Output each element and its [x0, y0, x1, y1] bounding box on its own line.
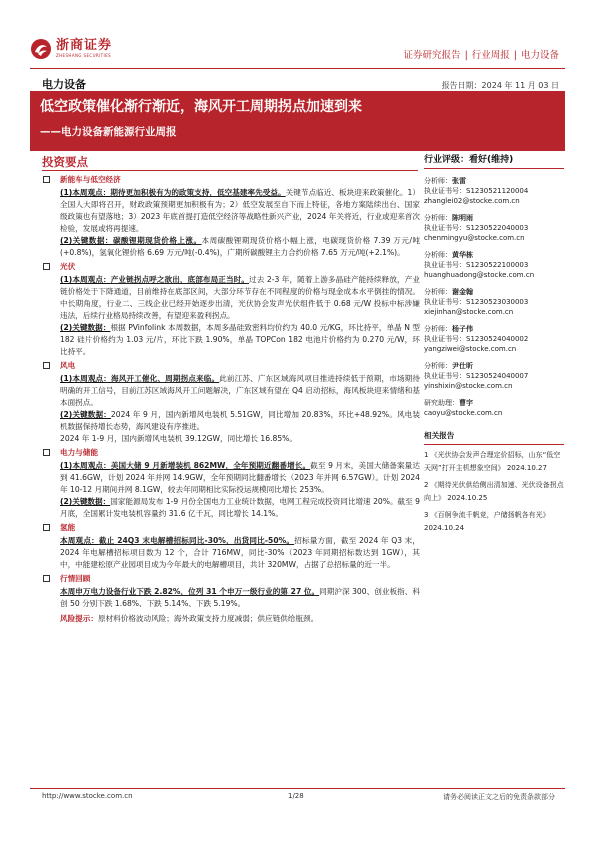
analyst-license: 执业证书号：S1230521120004 — [424, 187, 529, 195]
checkbox-bullet-icon — [43, 575, 50, 582]
analyst-card — [424, 287, 564, 317]
paragraph-text: 招标量方面，截至 2024 年 Q3 末，2024 年电解槽招标项目数为 12 个，合计 716MW，同比-30%（2023 年同期招标数达到 1GW），其中，中能建松原产业园项目成为今年最大的电解槽项目，共计 320MW，占据了总招标量的近一半。 — [60, 536, 421, 569]
paragraph-highlight: 期待更加积极有为的政策支持，低空基建率先受益。 — [110, 188, 286, 197]
footer-divider — [30, 788, 565, 789]
assistant-role: 研究助理： — [424, 399, 459, 407]
analyst-license: 执业证书号：S1230522040003 — [424, 224, 529, 232]
analyst-card — [424, 361, 564, 391]
industry-label: 电力设备 — [42, 78, 86, 91]
sector-title — [60, 172, 420, 187]
sector-paragraph — [60, 496, 420, 520]
section-divider — [42, 170, 418, 171]
analyst-name: 杨子伟 — [452, 325, 473, 333]
analyst-name: 陈明雨 — [452, 214, 473, 222]
analyst-name: 张雷 — [452, 177, 466, 185]
sector-title-text: 新能车与低空经济 — [60, 175, 121, 184]
analyst-card — [424, 324, 564, 354]
risk-label: 风险提示： — [60, 614, 98, 623]
paragraph-label: (1)本周观点： — [60, 374, 111, 383]
investment-points — [60, 172, 420, 625]
sector-title — [60, 571, 420, 586]
paragraph-text: 2024 年 1-9 月，国内新增风电装机 39.12GW，同比增长 16.85%。 — [60, 434, 297, 443]
nav-report-freq: 行业周报 — [471, 50, 510, 61]
paragraph-label: (2)关键数据： — [60, 236, 113, 245]
paragraph-label: (1)本周观点： — [60, 188, 111, 197]
analyst-license: 执业证书号：S1230524040002 — [424, 335, 529, 343]
sector-block — [60, 520, 420, 571]
report-date: 报告日期：2024 年 11 月 03 日 — [441, 81, 559, 90]
paragraph-text: 截至 9 月末，美国大储备案量达到 41.6GW，计划 2024 年并网 14.9GW，全年预期同比翻番增长（2023 年并网 6.57GW）。计划 2024 年 10-12 月期间并网 8.1GW，较去年同期相比实际投运规模同比增长 253%。 — [60, 461, 420, 494]
paragraph-highlight: 截止 24Q3 末电解槽招标同比-30%，出货同比-50%。 — [98, 536, 295, 545]
sector-title — [60, 358, 420, 373]
sector-title-text: 光伏 — [60, 262, 76, 271]
checkbox-bullet-icon — [43, 449, 50, 456]
paragraph-highlight: 产业链拐点呼之欲出，底部布局正当时。 — [110, 275, 250, 284]
nav-industry: 电力设备 — [520, 50, 559, 61]
related-reports-title: 相关报告 — [424, 430, 564, 445]
header-nav: 证券研究报告 | 行业周报 | 电力设备 — [403, 50, 559, 61]
sector-title — [60, 259, 420, 274]
checkbox-bullet-icon — [43, 263, 50, 270]
analyst-email[interactable]: yinshixin@stocke.com.cn — [424, 382, 513, 390]
checkbox-bullet-icon — [43, 176, 50, 183]
sector-title-text: 风电 — [60, 361, 76, 370]
paragraph-text: 本周碳酸锂期现货价格小幅上涨，电碳现货价格 7.39 万元/吨(+0.8%)，氢氧化锂价格 6.69 万元/吨(-0.4%)，广期所碳酸锂主力合约价格 7.65 万元/吨(+2.1%)。 — [60, 236, 420, 257]
related-reports-list — [424, 449, 564, 535]
assistant-name: 曹宇 — [459, 399, 473, 407]
assistant-email[interactable]: caoyu@stocke.com.cn — [424, 409, 503, 417]
sector-paragraph — [60, 535, 420, 571]
analyst-email[interactable]: chenmingyu@stocke.com.cn — [424, 234, 525, 242]
analyst-email[interactable]: zhanglei02@stocke.com.cn — [424, 197, 520, 205]
sector-block — [60, 571, 420, 610]
brand-name: 浙商证券 — [56, 38, 113, 53]
sector-title-text: 行情回顾 — [60, 574, 91, 583]
analyst-role: 分析师： — [424, 177, 452, 185]
analyst-license: 执业证书号：S1230523030003 — [424, 298, 529, 306]
sector-paragraph — [60, 433, 420, 445]
paragraph-label: (2)关键数据： — [60, 497, 111, 506]
analyst-email[interactable]: yangziwei@stocke.com.cn — [424, 345, 517, 353]
sector-title — [60, 520, 420, 535]
analyst-name: 谢金翰 — [452, 288, 473, 296]
sector-paragraph — [60, 274, 420, 322]
report-title: 低空政策催化渐行渐近，海风开工周期拐点加速到来 — [40, 99, 362, 115]
analyst-role: 分析师： — [424, 288, 452, 296]
paragraph-label: 本周观点： — [60, 536, 99, 545]
sector-block — [60, 172, 420, 259]
paragraph-highlight: 海风开工催化、周期拐点来临。 — [111, 374, 220, 383]
analyst-role: 分析师： — [424, 362, 452, 370]
analyst-card — [424, 213, 564, 243]
sector-title-text: 电力与储能 — [60, 448, 98, 457]
analyst-name: 尹仕昕 — [452, 362, 473, 370]
paragraph-label: (2)关键数据： — [60, 410, 111, 419]
paragraph-text: 根据 PVinfolink 本周数据，本周多晶硅致密料均价约为 40.0 元/KG，环比持平，单晶 N 型 182 硅片价格约为 1.03 元/片，环比下跌 1.90%，单晶 TOPCon 182 电池片价格约为 0.270 元/W，环比持平。 — [60, 323, 420, 356]
title-banner — [30, 91, 565, 151]
research-assistant — [424, 398, 564, 418]
analyst-card — [424, 176, 564, 206]
sector-block — [60, 259, 420, 358]
paragraph-text: 同期沪深 300、创业板指、科创 50 分别下跌 1.68%、下跌 5.14%、下跌 5.19%。 — [60, 587, 420, 608]
paragraph-text: 过去 2-3 年，随着上游多晶硅产能持续释放，产业链价格处于下降通道，目前维持在底部区间，大部分环节存在不同程度的价格与现金成本水平倒挂的情况。中长期角度，行业二、三线企业已经开始逐步出清，光伏协会发声光伏组件低于 0.68 元/W 投标中标涉嫌违法，后续行业格局持续改善，有望迎来盈利拐点。 — [60, 275, 421, 320]
sector-paragraph — [60, 409, 420, 433]
paragraph-text: 此前江苏、广东区域海风项目推进持续低于预期，市场期待明确的开工信号，目前江苏区域海风开工问题解决，广东区域有望在 Q4 启动招标，海风板块迎来情绪和基本面拐点。 — [60, 374, 420, 407]
section-heading: 投资要点 — [42, 155, 88, 169]
paragraph-text: 2024 年 9 月，国内新增风电装机 5.51GW，同比增加 20.83%，环比+48.92%。风电装机数据保持增长态势，海风建设有序推进。 — [60, 410, 420, 431]
checkbox-bullet-icon — [43, 524, 50, 531]
brand-mark-icon — [30, 38, 52, 60]
footer-url[interactable]: http://www.stocke.com.cn — [42, 792, 133, 800]
footer-disclaimer: 请务必阅读正文之后的免责条款部分 — [443, 793, 555, 801]
report-subtitle: ——电力设备新能源行业周报 — [40, 126, 177, 138]
related-report-link[interactable]: 1 《光伏协会发声合理定价招标，山东“低空天网”打开主机想象空间》 2024.10.27 — [424, 451, 561, 472]
sector-paragraph — [60, 187, 420, 235]
sector-title — [60, 445, 420, 460]
related-report-link[interactable]: 3 《百舸争流千帆竞，户储扬帆各有光》 2024.10.24 — [424, 511, 550, 532]
sidebar — [424, 152, 564, 535]
related-report-link[interactable]: 2 《期待光伏供给侧出清加速、光伏设备拐点向上》 2024.10.25 — [424, 481, 564, 502]
paragraph-highlight: 碳酸锂期现货价格上涨。 — [112, 236, 202, 245]
sector-title-text: 氢能 — [60, 523, 76, 532]
paragraph-label: (1)本周观点： — [60, 461, 111, 470]
analyst-email[interactable]: xiejinhan@stocke.com.cn — [424, 308, 514, 316]
checkbox-bullet-icon — [43, 362, 50, 369]
sector-paragraph — [60, 322, 420, 358]
sector-paragraph — [60, 373, 420, 409]
header-divider — [30, 68, 565, 69]
sector-block — [60, 445, 420, 520]
risk-warning — [60, 613, 420, 625]
sector-paragraph — [60, 235, 420, 259]
paragraph-label: (1)本周观点： — [60, 275, 111, 284]
sector-paragraph — [60, 460, 420, 496]
page-number: 1/28 — [288, 792, 304, 800]
brand-name-en: ZHESHANG SECURITIES — [56, 53, 111, 58]
risk-text: 原材料价格波动风险；海外政策支持力度减弱；供应链供给瓶颈。 — [97, 614, 319, 623]
logo — [30, 38, 112, 60]
paragraph-highlight: 美国大储 9 月新增装机 862MW，全年预期近翻番增长。 — [110, 461, 311, 470]
paragraph-highlight: 本周申万电力设备行业下跌 2.82%，位列 31 个申万一级行业的第 27 位。 — [60, 587, 320, 596]
analyst-list — [424, 176, 564, 391]
analyst-card — [424, 250, 564, 280]
paragraph-label: (2)关键数据： — [60, 323, 111, 332]
analyst-role: 分析师： — [424, 325, 452, 333]
industry-rating: 行业评级：看好(维持) — [424, 152, 564, 169]
analyst-license: 执业证书号：S1230524040007 — [424, 372, 529, 380]
analyst-license: 执业证书号：S1230522100003 — [424, 261, 529, 269]
sector-block — [60, 358, 420, 445]
paragraph-text: 关键节点临近、板块迎来政策催化。1）全国人大即将召开，财政政策预期更加积极有为；2）低空发展至自下而上特征，各地方案陆续出台、国家级政策也有望落地；3）2023 年底首提打造低空经济等战略性新兴产业，2024 年关将近，行业或迎来首次检验，发展或将再提速。 — [60, 188, 420, 233]
analyst-role: 分析师： — [424, 214, 452, 222]
analyst-role: 分析师： — [424, 251, 452, 259]
paragraph-text: 国家能源局发布 1-9 月份全国电力工业统计数据，电网工程完成投资同比增速 20%。截至 9 月底，全国累计发电装机容量约 31.6 亿千瓦，同比增长 14.1%。 — [60, 497, 420, 518]
sector-paragraph — [60, 586, 420, 610]
nav-report-type: 证券研究报告 — [403, 50, 461, 61]
analyst-email[interactable]: huanghuadong@stocke.com.cn — [424, 271, 535, 279]
analyst-name: 黄华栋 — [452, 251, 473, 259]
